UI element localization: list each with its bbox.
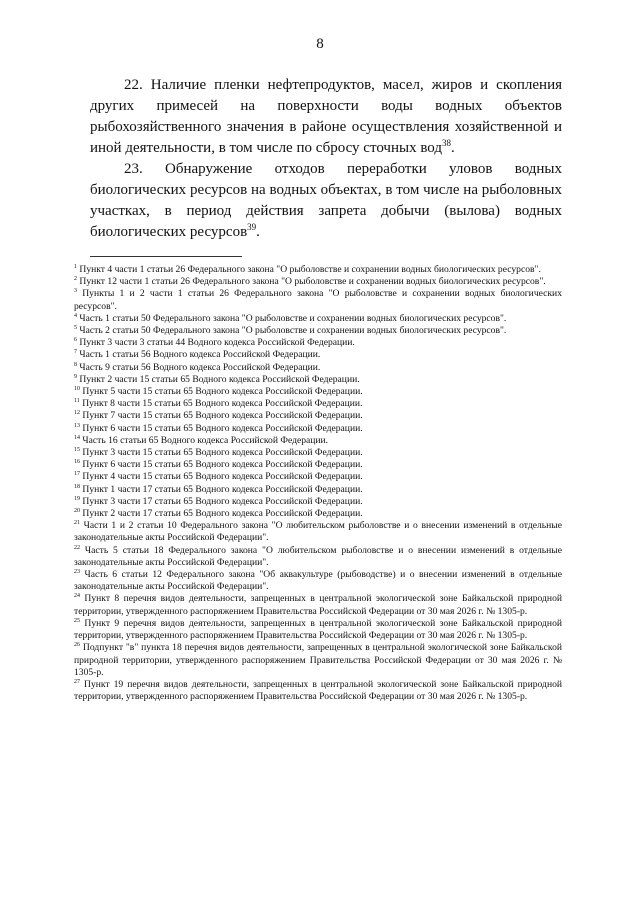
footnote-text: Пункт 9 перечня видов деятельности, запрещенных в центральной экологической зоне Байкальской природной территории, утвержденного распоряжением Правительства Российской Федерации от 30 мая 2026 г. № 1305-р. [74, 617, 562, 642]
footnote [74, 679, 562, 703]
footnote [74, 288, 562, 312]
footnote-number: 6 [74, 337, 77, 344]
footnote [74, 447, 562, 459]
footnote [74, 545, 562, 569]
footnote-text: Пункт 8 перечня видов деятельности, запрещенных в центральной экологической зоне Байкальской природной территории, утвержденного распоряжением Правительства Российской Федерации от 30 мая 2026 г. № 1305-р. [74, 593, 562, 617]
footnote-text: Пункт 3 части 15 статьи 65 Водного кодекса Российской Федерации. [82, 447, 363, 459]
footnote-number: 24 [74, 593, 80, 600]
footnote-number: 19 [74, 495, 80, 502]
paragraph-23 [90, 159, 562, 243]
footnote-text: Части 1 и 2 статьи 10 Федерального закона "О любительском рыболовстве и о внесении изменений в отдельные законодательные акты Российской Федерации". [74, 520, 562, 544]
footnote-text: Часть 2 статьи 50 Федерального закона "О рыболовстве и сохранении водных биологических ресурсов". [79, 325, 507, 337]
footnote-text: Пункт 3 части 17 статьи 65 Водного кодекса Российской Федерации. [82, 495, 363, 507]
footnote-number: 18 [74, 483, 80, 490]
footnote-text: Часть 1 статьи 50 Федерального закона "О рыболовстве и сохранении водных биологических ресурсов". [79, 312, 507, 324]
footnote-text: Пункт 2 части 15 статьи 65 Водного кодекса Российской Федерации. [79, 373, 360, 385]
footnote [74, 459, 562, 471]
footnote-text: Часть 6 статьи 12 Федерального закона "Об аквакультуре (рыбоводстве) и о внесении изменений в отдельные законодательные акты Российской Федерации". [74, 569, 562, 593]
footnote-number: 9 [74, 373, 77, 380]
footnote-text: Пункт 4 части 15 статьи 65 Водного кодекса Российской Федерации. [82, 471, 363, 483]
footnote-number: 26 [74, 642, 80, 649]
footnote [74, 349, 562, 361]
footnote [74, 374, 562, 386]
footnote-text: Пункт 1 части 17 статьи 65 Водного кодекса Российской Федерации. [82, 483, 363, 495]
footnote-text: Пункт 4 части 1 статьи 26 Федерального закона "О рыболовстве и сохранении водных биологических ресурсов". [79, 264, 541, 275]
footnote-number: 3 [74, 288, 77, 295]
footnote-text: Пункт 6 части 15 статьи 65 Водного кодекса Российской Федерации. [82, 459, 363, 471]
footnote-number: 13 [74, 422, 80, 429]
footnote-text: Часть 16 статьи 65 Водного кодекса Российской Федерации. [82, 434, 329, 446]
footnote-text: Часть 9 статьи 56 Водного кодекса Российской Федерации. [79, 361, 321, 373]
footnote-ref: 39 [247, 222, 257, 232]
footnote-text: Пункт 5 части 15 статьи 65 Водного кодекса Российской Федерации. [82, 386, 363, 398]
footnote-number: 4 [74, 312, 77, 319]
footnote-number: 1 [74, 263, 77, 270]
footnote-text: Пункт 3 части 3 статьи 44 Водного кодекса Российской Федерации. [79, 337, 355, 349]
footnote-number: 14 [74, 434, 80, 441]
footnote-text: Пункт 19 перечня видов деятельности, запрещенных в центральной экологической зоне Байкальской природной территории, утвержденного распоряжением Правительства Российской Федерации от 30 мая 2026 г. № 1305-р. [74, 678, 563, 703]
footnote [74, 410, 562, 422]
main-text [90, 75, 562, 243]
footnote-number: 12 [74, 410, 80, 417]
footnote-number: 10 [74, 385, 80, 392]
footnote [74, 569, 562, 593]
footnote [74, 471, 562, 483]
paragraph-text: 22. Наличие пленки нефтепродуктов, масел, жиров и скопления других примесей на поверхности воды водных объектов рыбохозяйственного значения в районе осуществления хозяйственной и иной деятельности, в том числе по сбросу сточных вод [90, 77, 562, 156]
footnote-number: 22 [74, 544, 80, 551]
paragraph-tail: . [451, 140, 455, 156]
footnote [74, 398, 562, 410]
footnote-number: 25 [74, 617, 80, 624]
footnote-separator [90, 256, 242, 257]
footnote [74, 325, 562, 337]
paragraph-tail: . [256, 224, 260, 240]
footnote [74, 423, 562, 435]
footnote-number: 8 [74, 361, 77, 368]
footnote-number: 23 [74, 568, 80, 575]
footnote [74, 337, 562, 349]
footnote [74, 276, 562, 288]
footnote-number: 7 [74, 349, 77, 356]
footnote-text: Часть 1 статьи 56 Водного кодекса Российской Федерации. [79, 349, 321, 361]
footnote-number: 17 [74, 471, 80, 478]
footnote-text: Часть 5 статьи 18 Федерального закона "О любительском рыболовстве и о внесении изменений в отдельные законодательные акты Российской Федерации". [74, 544, 562, 568]
footnote [74, 496, 562, 508]
footnote-text: Пункт 2 части 17 статьи 65 Водного кодекса Российской Федерации. [82, 508, 363, 520]
footnote-number: 27 [74, 678, 80, 685]
footnote-text: Пункт 6 части 15 статьи 65 Водного кодекса Российской Федерации. [82, 422, 363, 434]
footnote-number: 5 [74, 324, 77, 331]
footnote [74, 642, 562, 679]
footnote [74, 508, 562, 520]
footnote-number: 11 [74, 398, 80, 405]
footnote-number: 21 [74, 520, 80, 527]
footnote-text: Пункт 12 части 1 статьи 26 Федерального закона "О рыболовстве и сохранении водных биологических ресурсов". [79, 276, 546, 288]
footnote [74, 313, 562, 325]
footnote-text: Пункт 8 части 15 статьи 65 Водного кодекса Российской Федерации. [82, 398, 363, 410]
footnote-text: Подпункт "в" пункта 18 перечня видов деятельности, запрещенных в центральной экологической зоне Байкальской природной территории, утвержденного распоряжением Правительства Российской Федерации от 30 мая 2026 г. № 1305-р. [74, 642, 562, 678]
footnote [74, 484, 562, 496]
paragraph-text: 23. Обнаружение отходов переработки уловов водных биологических ресурсов на водных объектах, в том числе на рыболовных участках, в период действия запрета добычи (вылова) водных биологических ресурсов [90, 161, 562, 240]
footnote [74, 362, 562, 374]
footnotes [74, 264, 562, 703]
footnote-text: Пункты 1 и 2 части 1 статьи 26 Федерального закона "О рыболовстве и сохранении водных биологических ресурсов". [74, 288, 562, 312]
footnote-number: 2 [74, 276, 77, 283]
footnote-ref: 38 [442, 138, 452, 148]
footnote [74, 618, 562, 642]
footnote [74, 386, 562, 398]
paragraph-22 [90, 75, 562, 159]
footnote [74, 435, 562, 447]
footnote [74, 264, 562, 276]
footnote-number: 15 [74, 446, 80, 453]
page-number: 8 [316, 36, 324, 52]
footnote-text: Пункт 7 части 15 статьи 65 Водного кодекса Российской Федерации. [82, 410, 363, 422]
footnote-number: 16 [74, 459, 80, 466]
footnote [74, 593, 562, 617]
footnote-number: 20 [74, 507, 80, 514]
footnote [74, 520, 562, 544]
